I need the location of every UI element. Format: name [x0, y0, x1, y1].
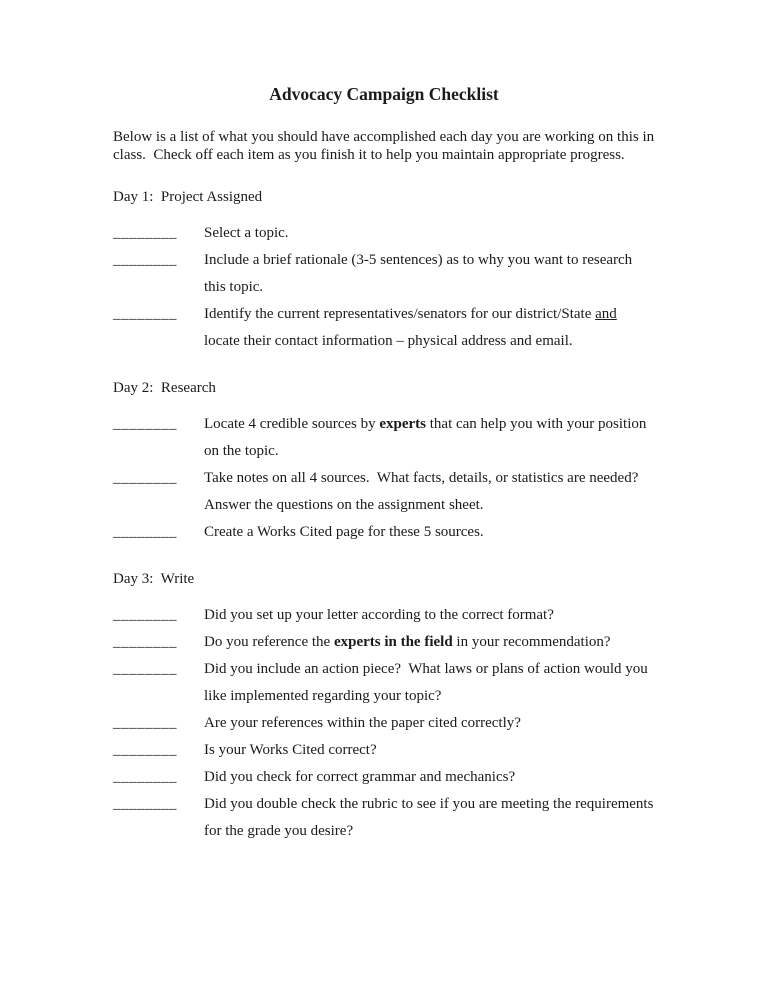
- plain-text: Locate 4 credible sources by: [204, 416, 380, 433]
- checklist-item: [113, 737, 655, 764]
- plain-text: Are your references within the paper cited correctly?: [204, 715, 521, 732]
- plain-text: Identify the current representatives/senators for our district/State: [204, 306, 596, 323]
- check-blank-line: ________: [113, 715, 177, 732]
- checklist-item-text: [204, 411, 655, 465]
- section-heading: Day 1: Project Assigned: [113, 189, 263, 206]
- plain-text: locate their contact information – physical address and email.: [204, 306, 621, 350]
- checklist-item-text: [204, 247, 655, 301]
- check-blank-line: ________: [113, 225, 177, 242]
- plain-text: Did you set up your letter according to the correct format?: [204, 607, 554, 624]
- emphasized-text: experts in the field: [333, 634, 453, 651]
- checklist-item-text: [204, 465, 655, 519]
- checklist-item-text: [204, 220, 655, 247]
- checklist-item: [113, 710, 655, 737]
- plain-text: in your recommendation?: [452, 634, 611, 651]
- plain-text: Did you check for correct grammar and mechanics?: [204, 769, 516, 786]
- check-blank-line: ________: [113, 607, 177, 624]
- check-blank-line: ________: [113, 416, 177, 433]
- checklist-item: [113, 656, 655, 710]
- plain-text: Did you double check the rubric to see if you are meeting the requirements for the grade you desire?: [204, 796, 658, 840]
- checklist-item-text: [204, 737, 655, 764]
- plain-text: Take notes on all 4 sources. What facts, details, or statistics are needed? Answer the questions on the assignment sheet.: [204, 470, 646, 514]
- plain-text: Did you include an action piece? What laws or plans of action would you like implemented regarding your topic?: [204, 661, 652, 705]
- section-heading: Day 3: Write: [113, 571, 195, 588]
- checklist-item: [113, 519, 655, 546]
- intro-paragraph: Below is a list of what you should have accomplished each day you are working on this in class. Check off each item as you finish it to help you maintain appropriate progress.: [113, 129, 658, 163]
- checklist-item: [113, 629, 655, 656]
- checklist-item-text: [204, 602, 655, 629]
- checklist-item: [113, 764, 655, 791]
- checklist-item: [113, 247, 655, 301]
- plain-text: Do you reference the: [204, 634, 334, 651]
- checklist-item-text: [204, 764, 655, 791]
- checklist-item-text: [204, 710, 655, 737]
- plain-text: that can help you with your position on the topic.: [204, 416, 651, 460]
- check-blank-line: ________: [113, 470, 177, 487]
- underlined-text: and: [595, 306, 617, 323]
- emphasized-text: experts: [379, 416, 426, 433]
- section-heading: Day 2: Research: [113, 380, 216, 397]
- checklist-item-text: [204, 629, 655, 656]
- check-blank-line: ________: [113, 524, 177, 541]
- check-blank-line: ________: [113, 769, 177, 786]
- check-blank-line: ________: [113, 796, 177, 813]
- checklist-sections: [113, 188, 658, 845]
- check-blank-line: ________: [113, 661, 177, 678]
- check-blank-line: ________: [113, 252, 177, 269]
- check-blank-line: ________: [113, 634, 177, 651]
- checklist-item-text: [204, 656, 655, 710]
- checklist-item-text: [204, 519, 655, 546]
- checklist-item: [113, 602, 655, 629]
- plain-text: Create a Works Cited page for these 5 sources.: [204, 524, 484, 541]
- check-blank-line: ________: [113, 742, 177, 759]
- plain-text: Include a brief rationale (3-5 sentences) as to why you want to research this topic.: [204, 252, 636, 296]
- checklist-item: [113, 220, 655, 247]
- plain-text: Is your Works Cited correct?: [204, 742, 377, 759]
- checklist-item-text: [204, 301, 655, 355]
- check-blank-line: ________: [113, 306, 177, 323]
- checklist-item: [113, 465, 655, 519]
- checklist-item: [113, 791, 658, 845]
- checklist-item-text: [204, 791, 658, 845]
- plain-text: Select a topic.: [204, 225, 289, 242]
- checklist-item: [113, 411, 655, 465]
- document-title: Advocacy Campaign Checklist: [269, 84, 499, 104]
- checklist-item: [113, 301, 655, 355]
